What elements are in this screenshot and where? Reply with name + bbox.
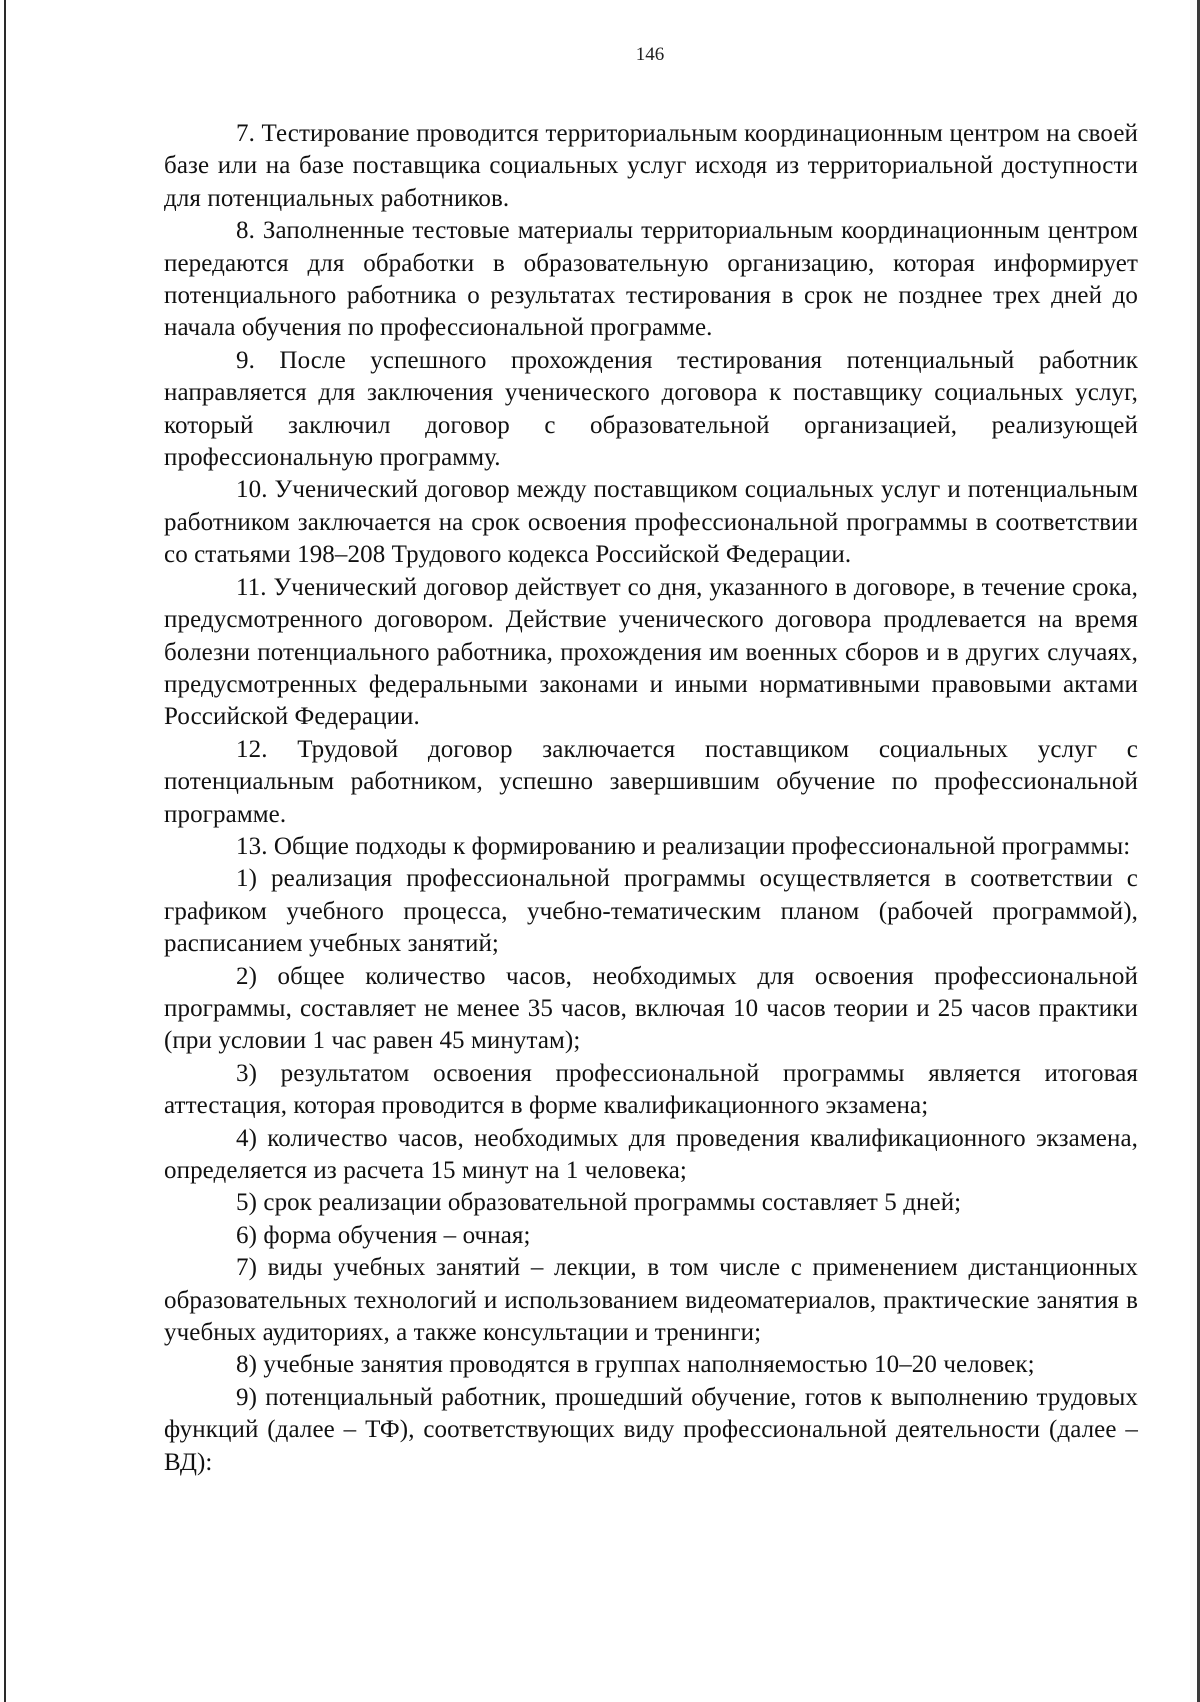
- paragraph-12: 12. Трудовой договор заключается поставщиком социальных услуг с потенциальным работником, успешно завершившим обучение по профессиональной программе.: [164, 735, 1138, 828]
- paragraph-13: 13. Общие подходы к формированию и реализации профессиональной программы:: [236, 832, 1131, 860]
- list-item-7: 7) виды учебных занятий – лекции, в том числе с применением дистанционных образовательных технологий и использованием видеоматериалов, практические занятия в учебных аудиториях, а также консультации и тренинги;: [164, 1254, 1138, 1347]
- list-item-4: 4) количество часов, необходимых для проведения квалификационного экзамена, определяется из расчета 15 минут на 1 человека;: [164, 1124, 1138, 1184]
- list-item-8: 8) учебные занятия проводятся в группах наполняемостью 10–20 человек;: [236, 1351, 1035, 1379]
- scan-edge-left: [4, 0, 6, 1702]
- paragraph-11: 11. Ученический договор действует со дня, указанного в договоре, в течение срока, предусмотренного договором. Действие ученического договора продлевается на время болезни потенциального работника, прохождения им военных сборов и в других случаях, предусмотренных федеральными законами и иными нормативными правовыми актами Российской Федерации.: [164, 573, 1138, 731]
- paragraph-7: 7. Тестирование проводится территориальным координационным центром на своей базе или на базе поставщика социальных услуг исходя из территориальной доступности для потенциальных работников.: [164, 120, 1138, 212]
- paragraph-10: 10. Ученический договор между поставщиком социальных услуг и потенциальным работником заключается на срок освоения профессиональной программы в соответствии со статьями 198–208 Трудового кодекса Российской Федерации.: [164, 476, 1138, 569]
- paragraph-8: 8. Заполненные тестовые материалы территориальным координационным центром передаются для обработки в образовательную организацию, которая информирует потенциального работника о результатах тестирования в срок не позднее трех дней до начала обучения по профессиональной программе.: [164, 217, 1138, 342]
- paragraph-9: 9. После успешного прохождения тестирования потенциальный работник направляется для заключения ученического договора к поставщику социальных услуг, который заключил договор с образовательной организацией, реализующей профессиональную программу.: [164, 346, 1138, 472]
- list-item-6: 6) форма обучения – очная;: [236, 1221, 531, 1249]
- list-item-1: 1) реализация профессиональной программы осуществляется в соответствии с графиком учебного процесса, учебно-тематическим планом (рабочей программой), расписанием учебных занятий;: [164, 865, 1138, 958]
- document-body: [164, 118, 1138, 1479]
- page-number: 146: [635, 44, 665, 65]
- list-item-2: 2) общее количество часов, необходимых для освоения профессиональной программы, составляет не менее 35 часов, включая 10 часов теории и 25 часов практики (при условии 1 час равен 45 минутам);: [164, 962, 1138, 1055]
- list-item-9: 9) потенциальный работник, прошедший обучение, готов к выполнению трудовых функций (далее – ТФ), соответствующих виду профессиональной деятельности (далее – ВД):: [164, 1383, 1138, 1476]
- list-item-3: 3) результатом освоения профессиональной программы является итоговая аттестация, которая проводится в форме квалификационного экзамена;: [164, 1059, 1138, 1120]
- list-item-5: 5) срок реализации образовательной программы составляет 5 дней;: [236, 1189, 962, 1217]
